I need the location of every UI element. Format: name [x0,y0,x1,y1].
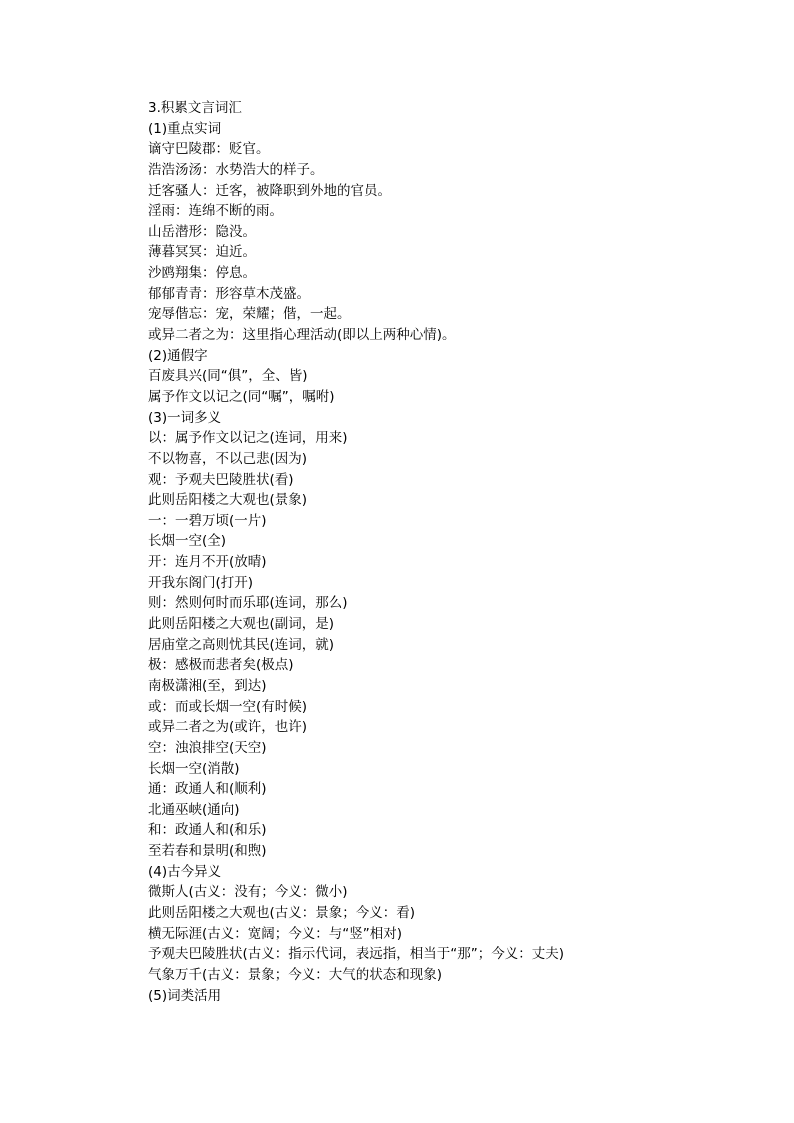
subsection-heading: (4)古今异义 [148,863,222,880]
text-line: 或：而或长烟一空(有时候) [148,698,308,715]
text-line: 此则岳阳楼之大观也(古义：景象；今义：看) [148,904,416,921]
subsection-heading: (5)词类活用 [148,987,222,1004]
text-line: 微斯人(古义：没有；今义：微小) [148,884,348,901]
text-line: 则：然则何时而乐耶(连词，那么) [148,595,348,612]
text-line: 空：浊浪排空(天空) [148,739,267,756]
subsection-heading: (2)通假字 [148,347,208,364]
text-line: 属予作文以记之(同“嘱”，嘱咐) [148,388,335,405]
section-heading: 3.积累文言词汇 [148,100,242,116]
text-line: 或异二者之为(或许，也许) [148,719,308,736]
text-line: 居庙堂之高则忧其民(连词，就) [148,636,335,653]
text-line: 郁郁青青：形容草木茂盛。 [148,285,310,302]
text-line: 淫雨：连绵不断的雨。 [148,203,283,220]
text-line: 百废具兴(同“俱”，全、皆) [148,368,308,385]
document-body [148,98,768,1006]
text-line: 谪守巴陵郡：贬官。 [148,141,270,158]
text-line: 和：政通人和(和乐) [148,822,267,839]
text-line: 北通巫峡(通向) [148,801,240,818]
subsection-heading: (3)一词多义 [148,409,222,426]
text-line: 一：一碧万顷(一片) [148,512,267,529]
text-line: 观：予观夫巴陵胜状(看) [148,471,294,488]
text-line: 浩浩汤汤：水势浩大的样子。 [148,161,324,178]
text-line: 通：政通人和(顺利) [148,781,267,798]
text-line: 薄暮冥冥：迫近。 [148,244,256,261]
text-line: 长烟一空(全) [148,533,227,550]
text-line: 沙鸥翔集：停息。 [148,265,256,282]
text-line: 开我东阁门(打开) [148,574,254,591]
text-line: 不以物喜，不以己悲(因为) [148,450,308,467]
subsection-heading: (1)重点实词 [148,120,222,137]
text-line: 南极潇湘(至，到达) [148,677,267,694]
text-line: 予观夫巴陵胜状(古义：指示代词，表远指，相当于“那”；今义：丈夫) [148,946,565,963]
text-line: 宠辱偕忘：宠，荣耀；偕，一起。 [148,306,351,323]
text-line: 迁客骚人：迁客，被降职到外地的官员。 [148,182,391,199]
text-line: 开：连月不开(放晴) [148,554,267,571]
text-line: 此则岳阳楼之大观也(副词，是) [148,616,335,633]
text-line: 长烟一空(消散) [148,760,240,777]
text-line: 以：属予作文以记之(连词，用来) [148,430,348,447]
text-line: 山岳潜形：隐没。 [148,223,256,240]
text-line: 横无际涯(古义：宽阔；今义：与“竖”相对) [148,925,403,942]
text-line: 此则岳阳楼之大观也(景象) [148,492,308,509]
text-line: 气象万千(古义：景象；今义：大气的状态和现象) [148,966,443,983]
text-line: 至若春和景明(和煦) [148,843,267,860]
text-line: 或异二者之为：这里指心理活动(即以上两种心情)。 [148,327,456,344]
text-line: 极：感极而悲者矣(极点) [148,657,294,674]
